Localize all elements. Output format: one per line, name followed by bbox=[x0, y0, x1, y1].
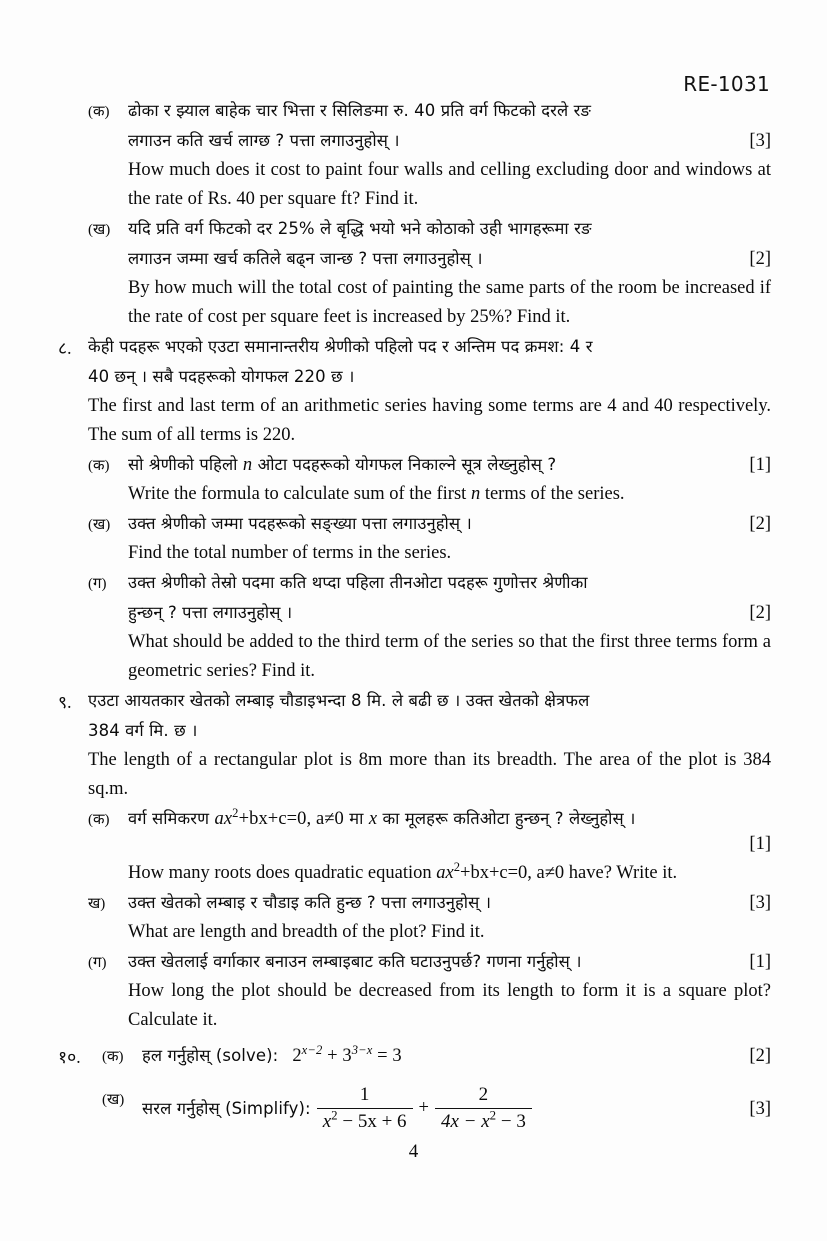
question-stem-nepali: 40 छन् । सबै पदहरूको योगफल 220 छ । bbox=[88, 367, 355, 386]
part-nepali-pre: सो श्रेणीको पहिलो bbox=[128, 455, 243, 474]
part-nepali: उक्त खेतलाई वर्गाकार बनाउन लम्बाइबाट कति घटाउनुपर्छ? गणना गर्नुहोस् । bbox=[128, 952, 582, 971]
equation-base-1: 2 bbox=[292, 1046, 302, 1066]
quadratic-equation bbox=[214, 805, 344, 829]
equation-rhs: +bx+c=0, a≠0 bbox=[238, 809, 344, 829]
denominator-exponent: 2 bbox=[489, 1107, 497, 1123]
part-label: (क) bbox=[88, 104, 110, 120]
equation-base-2: 3 bbox=[342, 1046, 352, 1066]
part-label: (क) bbox=[88, 812, 110, 828]
part-label: (क) bbox=[102, 1049, 124, 1065]
part-english-post: have? Write it. bbox=[564, 863, 678, 883]
question-8 bbox=[58, 332, 771, 686]
part-nepali-line: ढोका र झ्याल बाहेक चार भित्ता र सिलिङमा रु. 40 प्रति वर्ग फिटको दरले रङ bbox=[128, 101, 592, 120]
question-10-part-ka bbox=[102, 1041, 771, 1072]
part-nepali-line: लगाउन जम्मा खर्च कतिले बढ्न जान्छ ? पत्ता लगाउनुहोस् । bbox=[128, 249, 483, 268]
part-nepali-post: का मूलहरू कतिओटा हुन्छन् ? लेख्नुहोस् । bbox=[377, 809, 636, 828]
fraction-2 bbox=[435, 1084, 532, 1133]
part-nepali-line: लगाउन कति खर्च लाग्छ ? पत्ता लगाउनुहोस् । bbox=[128, 131, 400, 150]
question-stem-nepali: केही पदहरू भएको एउटा समानान्तरीय श्रेणीको पहिलो पद र अन्तिम पद क्रमश: 4 र bbox=[88, 337, 593, 356]
part-label: (ख) bbox=[102, 1092, 125, 1108]
exponential-equation bbox=[292, 1041, 401, 1071]
part-label: (ग) bbox=[88, 576, 107, 592]
question-content bbox=[58, 96, 771, 1133]
page-number: 4 bbox=[408, 1141, 419, 1162]
part-english: By how much will the total cost of painting the same parts of the room be increased if the rate of cost per square feet is increased by 25%? Find it. bbox=[128, 278, 771, 327]
question-9-part-kha bbox=[88, 888, 771, 947]
question-9-part-ka bbox=[88, 804, 771, 888]
part-nepali bbox=[128, 804, 771, 834]
part-marks: [1] bbox=[749, 834, 771, 854]
quadratic-equation-english bbox=[436, 859, 565, 883]
part-nepali-line: यदि प्रति वर्ग फिटको दर 25% ले बृद्धि भयो भने कोठाको उही भागहरूमा रङ bbox=[128, 219, 592, 238]
equation-exponent-2: 3−x bbox=[351, 1042, 373, 1057]
part-english: Find the total number of terms in the series. bbox=[128, 543, 452, 563]
question-8-part-ga bbox=[88, 568, 771, 686]
part-english bbox=[128, 480, 771, 509]
simplify-expression-row bbox=[142, 1084, 739, 1133]
part-label: (ग) bbox=[88, 955, 107, 971]
equation-lhs: ax bbox=[214, 809, 233, 829]
part-english: What should be added to the third term of the series so that the first three terms form a geometric series? Find it. bbox=[128, 632, 771, 681]
part-nepali-mid: मा bbox=[343, 809, 369, 828]
question-number: ८. bbox=[58, 338, 72, 358]
question-part-ka bbox=[88, 96, 771, 214]
question-stem-nepali: एउटा आयतकार खेतको लम्बाइ चौडाइभन्दा 8 मि. ले बढी छ । उक्त खेतको क्षेत्रफल bbox=[88, 691, 590, 710]
part-marks: [2] bbox=[749, 249, 771, 269]
part-english-pre: Write the formula to calculate sum of the first bbox=[128, 484, 471, 504]
part-nepali: उक्त श्रेणीको जम्मा पदहरूको सङ्ख्या पत्ता लगाउनुहोस् । bbox=[128, 514, 472, 533]
part-english-post: terms of the series. bbox=[480, 484, 625, 504]
equation-equals: = 3 bbox=[377, 1046, 402, 1066]
part-marks: [3] bbox=[749, 131, 771, 151]
part-label: (ख) bbox=[88, 517, 111, 533]
question-number: ९. bbox=[58, 692, 72, 712]
part-nepali bbox=[128, 450, 739, 480]
part-marks: [3] bbox=[749, 1098, 771, 1119]
denominator-post: − 5x + 6 bbox=[337, 1111, 407, 1132]
denominator-post: − 3 bbox=[496, 1111, 526, 1132]
denominator-pre: x bbox=[322, 1111, 332, 1132]
fraction-1 bbox=[317, 1084, 413, 1133]
part-nepali-post: ओटा पदहरूको योगफल निकाल्ने सूत्र लेख्नुहोस् ? bbox=[252, 455, 557, 474]
equation-operator: + bbox=[327, 1046, 338, 1066]
part-english: What are length and breadth of the plot? Find it. bbox=[128, 922, 485, 942]
equation-rhs: +bx+c=0, a≠0 bbox=[460, 863, 565, 883]
part-label: (ख) bbox=[88, 222, 111, 238]
part-label: ख) bbox=[88, 896, 106, 912]
question-8-part-kha bbox=[88, 509, 771, 568]
part-nepali: उक्त खेतको लम्बाइ र चौडाइ कति हुन्छ ? पत्ता लगाउनुहोस् । bbox=[128, 893, 492, 912]
part-nepali-pre: वर्ग समिकरण bbox=[128, 809, 215, 828]
equation-exponent-1: x−2 bbox=[301, 1042, 323, 1057]
question-stem-english: The length of a rectangular plot is 8m more than its breadth. The area of the plot is 384 sq.m. bbox=[88, 750, 771, 799]
question-part-kha bbox=[88, 214, 771, 332]
fraction-denominator bbox=[317, 1108, 413, 1133]
question-number: १०. bbox=[58, 1047, 81, 1067]
question-continued bbox=[58, 96, 771, 332]
question-9-part-ga bbox=[88, 947, 771, 1035]
question-stem-nepali: 384 वर्ग मि. छ । bbox=[88, 721, 198, 740]
part-marks: [2] bbox=[749, 514, 771, 534]
part-nepali-line: उक्त श्रेणीको तेस्रो पदमा कति थप्दा पहिला तीनओटा पदहरू गुणोत्तर श्रेणीका bbox=[128, 573, 588, 592]
part-english: How much does it cost to paint four walls and celling excluding door and windows at the rate of Rs. 40 per square ft? Find it. bbox=[128, 160, 771, 209]
part-marks: [3] bbox=[749, 893, 771, 913]
part-nepali-line: हुन्छन् ? पत्ता लगाउनुहोस् । bbox=[128, 603, 293, 622]
part-nepali-text: सरल गर्नुहोस् (Simplify): bbox=[142, 1098, 311, 1118]
question-9 bbox=[58, 686, 771, 1035]
part-english: How long the plot should be decreased from its length to form it is a square plot? Calculate it. bbox=[128, 981, 771, 1030]
equation-exponent: 2 bbox=[453, 859, 461, 874]
part-marks: [1] bbox=[749, 952, 771, 972]
equation-exponent: 2 bbox=[232, 805, 239, 820]
paper-code: RE-1031 bbox=[683, 72, 770, 96]
question-8-part-ka bbox=[88, 450, 771, 509]
denominator-exponent: 2 bbox=[331, 1107, 338, 1123]
question-stem-english: The first and last term of an arithmetic series having some terms are 4 and 40 respectively. The sum of all terms is 220. bbox=[88, 396, 771, 445]
fraction-denominator bbox=[435, 1108, 532, 1133]
part-nepali bbox=[142, 1041, 739, 1071]
math-variable-n: n bbox=[242, 455, 253, 475]
part-marks: [2] bbox=[749, 1046, 771, 1066]
part-nepali-text: हल गर्नुहोस् (solve): bbox=[142, 1046, 279, 1065]
plus-operator: + bbox=[418, 1098, 429, 1118]
equation-lhs: ax bbox=[436, 863, 454, 883]
fraction-numerator: 2 bbox=[478, 1084, 489, 1105]
denominator-pre: 4x − x bbox=[440, 1111, 490, 1132]
question-10 bbox=[58, 1041, 771, 1133]
part-marks: [1] bbox=[749, 455, 771, 475]
part-marks: [2] bbox=[749, 603, 771, 623]
question-10-part-kha bbox=[102, 1084, 771, 1133]
part-english-pre: How many roots does quadratic equation bbox=[128, 863, 437, 883]
part-english bbox=[128, 859, 771, 888]
part-label: (क) bbox=[88, 458, 110, 474]
math-variable-x: x bbox=[368, 809, 378, 829]
fraction-numerator: 1 bbox=[359, 1084, 370, 1105]
question-number bbox=[58, 96, 88, 97]
math-variable-n: n bbox=[470, 484, 481, 504]
